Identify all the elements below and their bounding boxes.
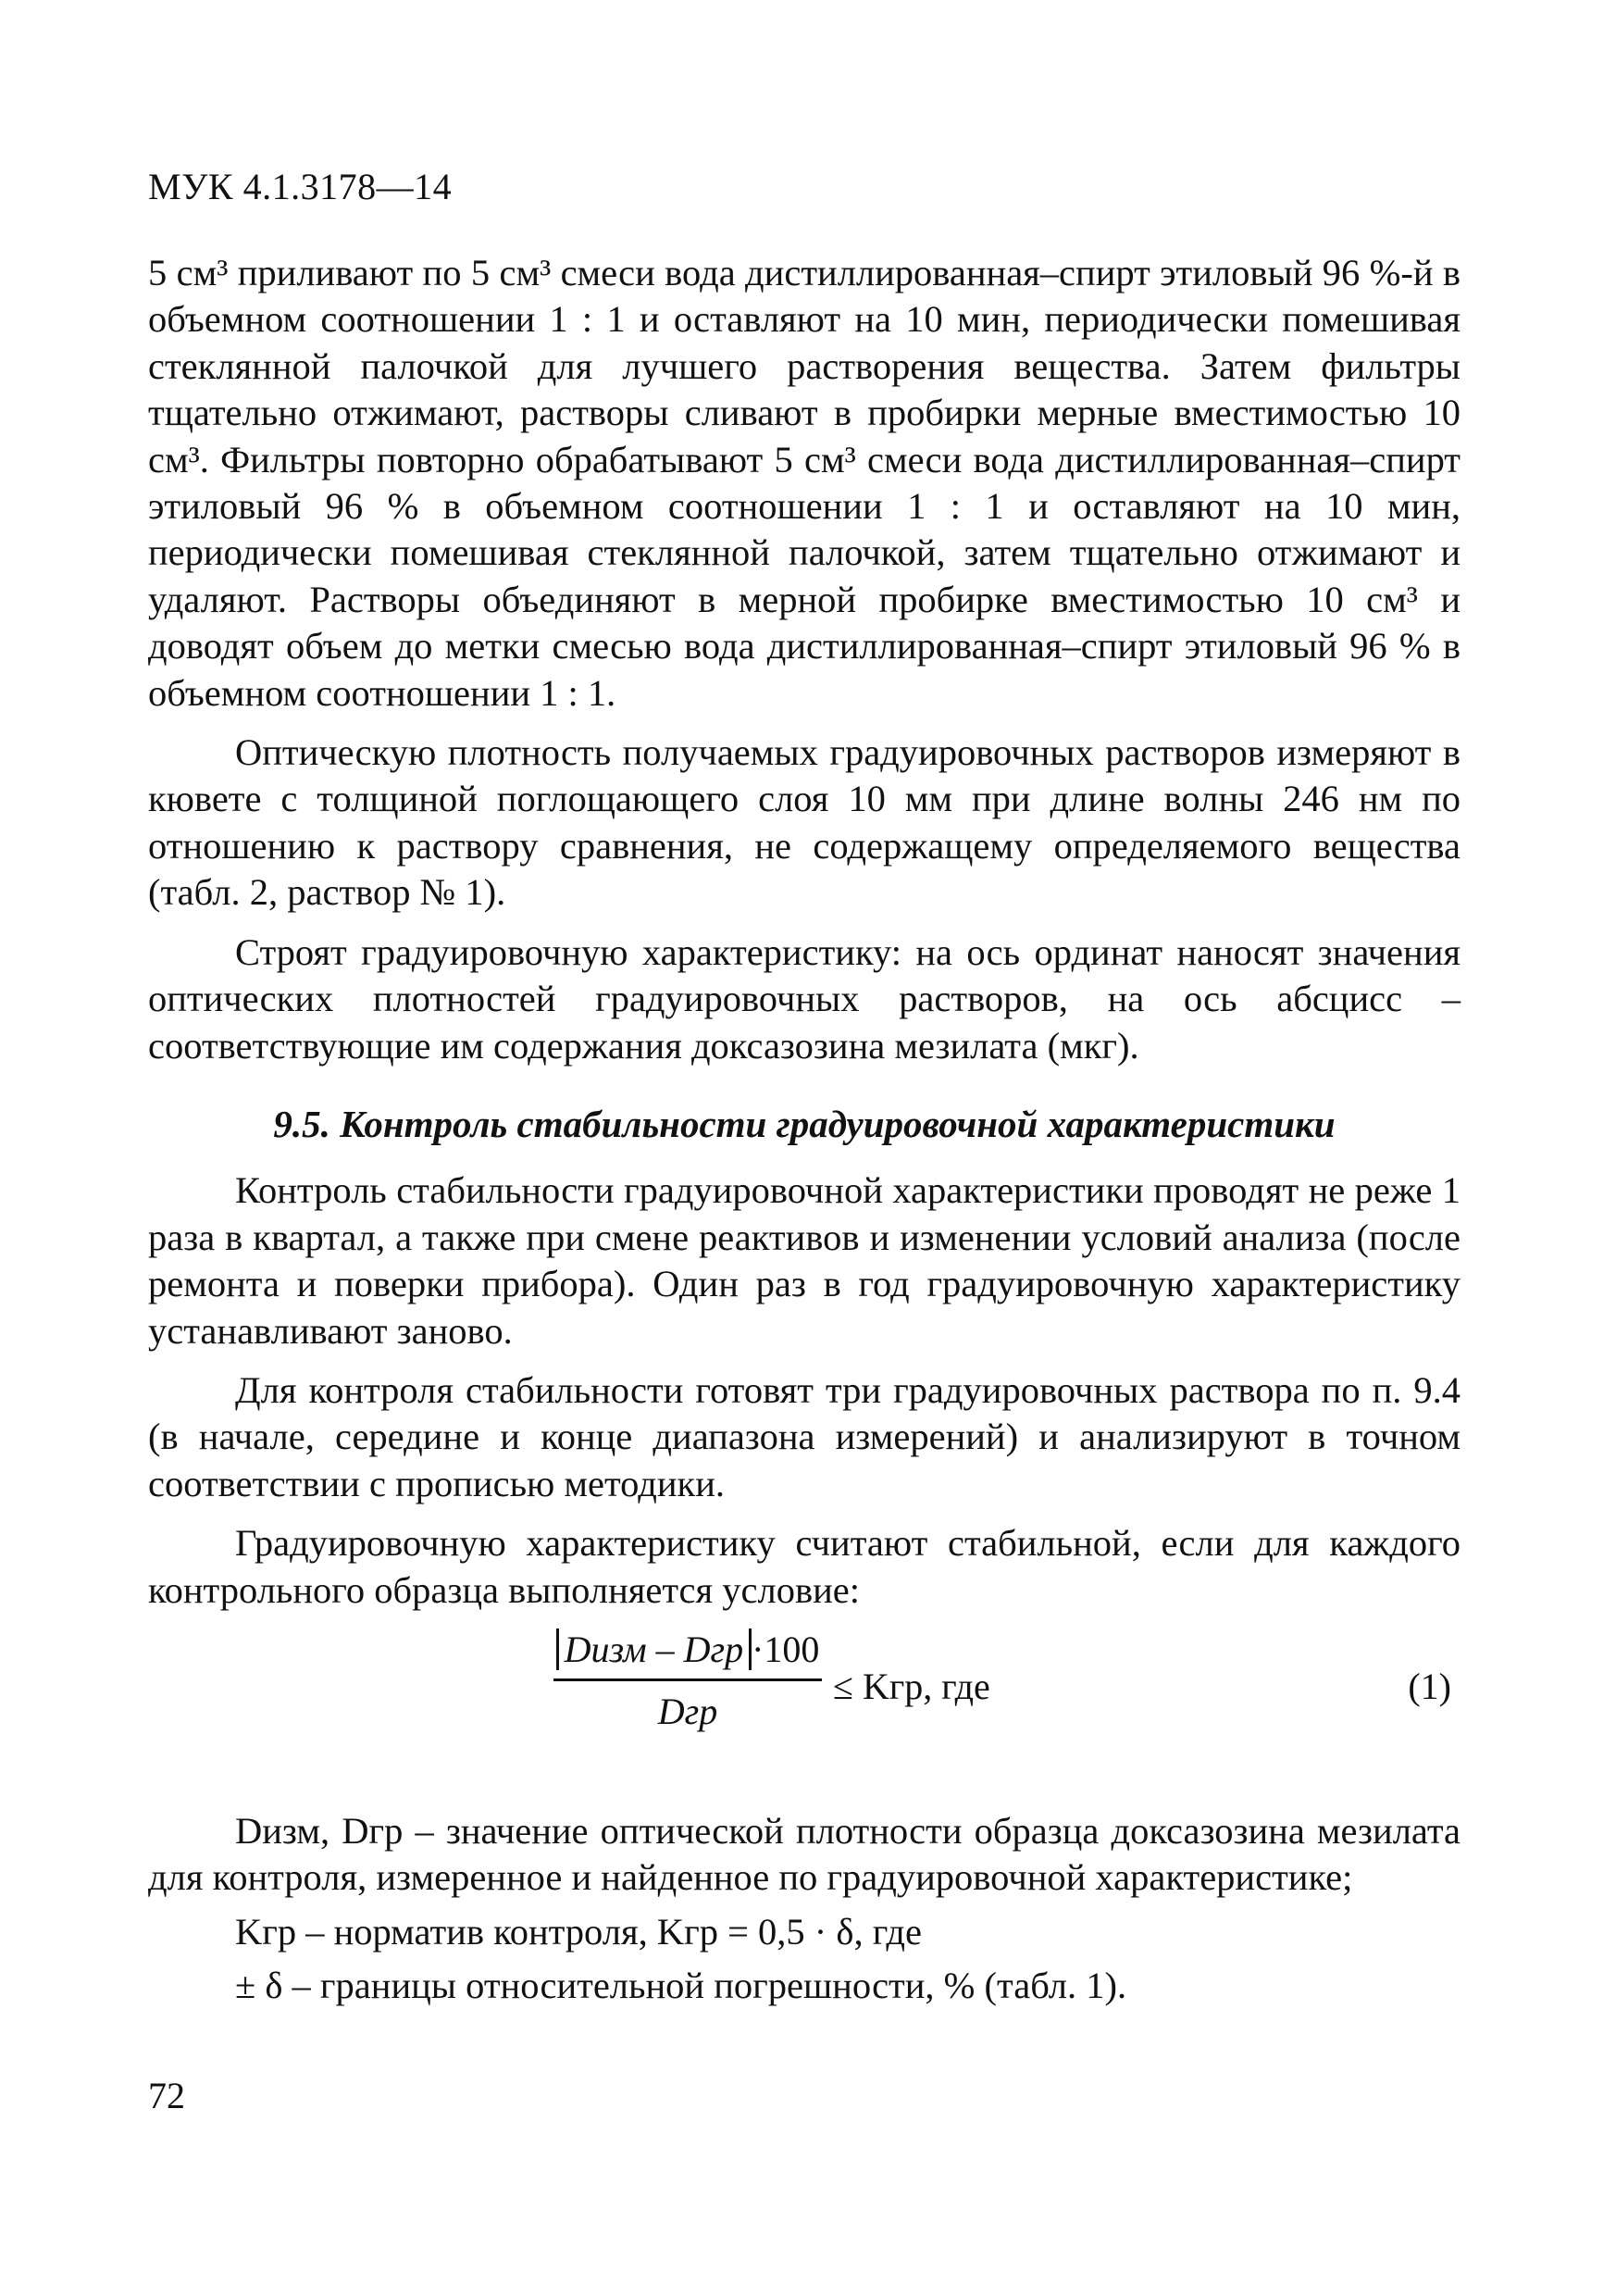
- page-body: [148, 250, 1461, 2017]
- paragraph-calibration-curve: Строят градуировочную характеристику: на ось ординат наносят значения оптических плотностей градуировочных растворов, на ось абсцисс – соответствующие им содержания доксазозина мезилата (мкг).: [148, 930, 1461, 1067]
- definition-d-values: Dизм, Dгр – значение оптической плотности образца доксазозина мезилата для контроля, измеренное и найденное по градуировочной характеристике;: [148, 1809, 1461, 1899]
- definition-delta: ± δ – границы относительной погрешности, % (табл. 1).: [235, 1965, 1127, 2007]
- section-heading: 9.5. Контроль стабильности градуировочной характеристики: [273, 1102, 1336, 1145]
- paragraph-stability-condition: Градуировочную характеристику считают стабильной, если для каждого контрольного образца выполняется условие:: [148, 1522, 1461, 1611]
- formula-1: [148, 1627, 1461, 1784]
- document-code-header: МУК 4.1.3178—14: [148, 166, 453, 207]
- paragraph-control-frequency: Контроль стабильности градуировочной характеристики проводят не реже 1 раза в квартал, а также при смене реактивов и изменении условий анализа (после ремонта и поверки прибора). Один раз в год градуировочную характеристику устанавливают заново.: [148, 1169, 1461, 1352]
- formula-denominator: Dгр: [657, 1691, 718, 1733]
- definition-k-norm: Kгр – норматив контроля, Kгр = 0,5 · δ, где: [235, 1910, 922, 1953]
- formula-rhs: ≤ Kгр, где: [833, 1665, 990, 1707]
- formula-multiplier: ·100: [752, 1628, 820, 1670]
- formula-fraction: [553, 1627, 822, 1736]
- paragraph-sample-prep: 5 см³ приливают по 5 см³ смеси вода дистиллированная–спирт этиловый 96 %-й в объемном соотношении 1 : 1 и оставляют на 10 мин, периодически помешивая стеклянной палочкой для лучшего растворения вещества. Затем фильтры тщательно отжимают, растворы сливают в пробирки мерные вместимостью 10 см³. Фильтры повторно обрабатывают 5 см³ смеси вода дистиллированная–спирт этиловый 96 % в объемном соотношении 1 : 1 и оставляют на 10 мин, периодически помешивая стеклянной палочкой, затем тщательно отжимают и удаляют. Растворы объединяют в мерной пробирке вместимостью 10 см³ и доводят объем до метки смесью вода дистиллированная–спирт этиловый 96 % в объемном соотношении 1 : 1.: [148, 252, 1461, 714]
- paragraph-optical-density: Оптическую плотность получаемых градуировочных растворов измеряют в кювете с толщиной поглощающего слоя 10 мм при длине волны 246 нм по отношению к раствору сравнения, не содержащему определяемого вещества (табл. 2, раствор № 1).: [148, 731, 1461, 914]
- page-number: 72: [148, 2075, 185, 2116]
- definitions-list: [148, 1808, 1461, 2010]
- formula-numerator: [553, 1627, 822, 1678]
- formula-number: (1): [1408, 1665, 1451, 1707]
- formula-abs-difference: Dизм – Dгр: [556, 1628, 752, 1670]
- paragraph-control-solutions: Для контроля стабильности готовят три градуировочных раствора по п. 9.4 (в начале, середине и конце диапазона измерений) и анализируют в точном соответствии с прописью методики.: [148, 1368, 1461, 1504]
